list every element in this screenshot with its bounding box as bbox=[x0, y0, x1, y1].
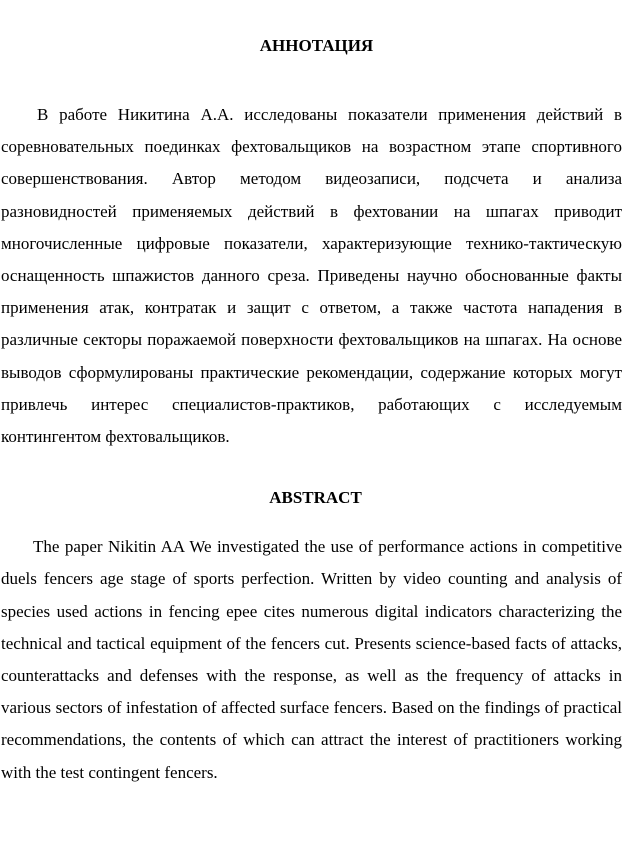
annotation-paragraph: В работе Никитина А.А. исследованы показатели применения действий в соревновательных поединках фехтовальщиков на возрастном этапе спортивного совершенствования. Автор методом видеозаписи, подсчета и анализа разновидностей применяемых действий в фехтовании на шпагах приводит многочисленные цифровые показатели, характеризующие технико-тактическую оснащенность шпажистов данного среза. Приведены научно обоснованные факты применения атак, контратак и защит с ответом, а также частота нападения в различные секторы поражаемой поверхности фехтовальщиков на шпагах. На основе выводов сформулированы практические рекомендации, содержание которых могут привлечь интерес специалистов-практиков, работающих с исследуемым контингентом фехтовальщиков. bbox=[1, 105, 622, 447]
abstract-paragraph: The paper Nikitin AA We investigated the use of performance actions in competitive duels fencers age stage of sports perfection. Written by video counting and analysis of species used actions in fencing epee cites numerous digital indicators characterizing the technical and tactical equipment of the fencers cut. Presents science-based facts of attacks, counterattacks and defenses with the response, as well as the frequency of attacks in various sectors of infestation of affected surface fencers. Based on the findings of practical recommendations, the contents of which can attract the interest of practitioners working with the test contingent fencers. bbox=[1, 537, 622, 782]
annotation-heading: АННОТАЦИЯ bbox=[259, 36, 374, 55]
abstract-heading: ABSTRACT bbox=[269, 488, 362, 508]
